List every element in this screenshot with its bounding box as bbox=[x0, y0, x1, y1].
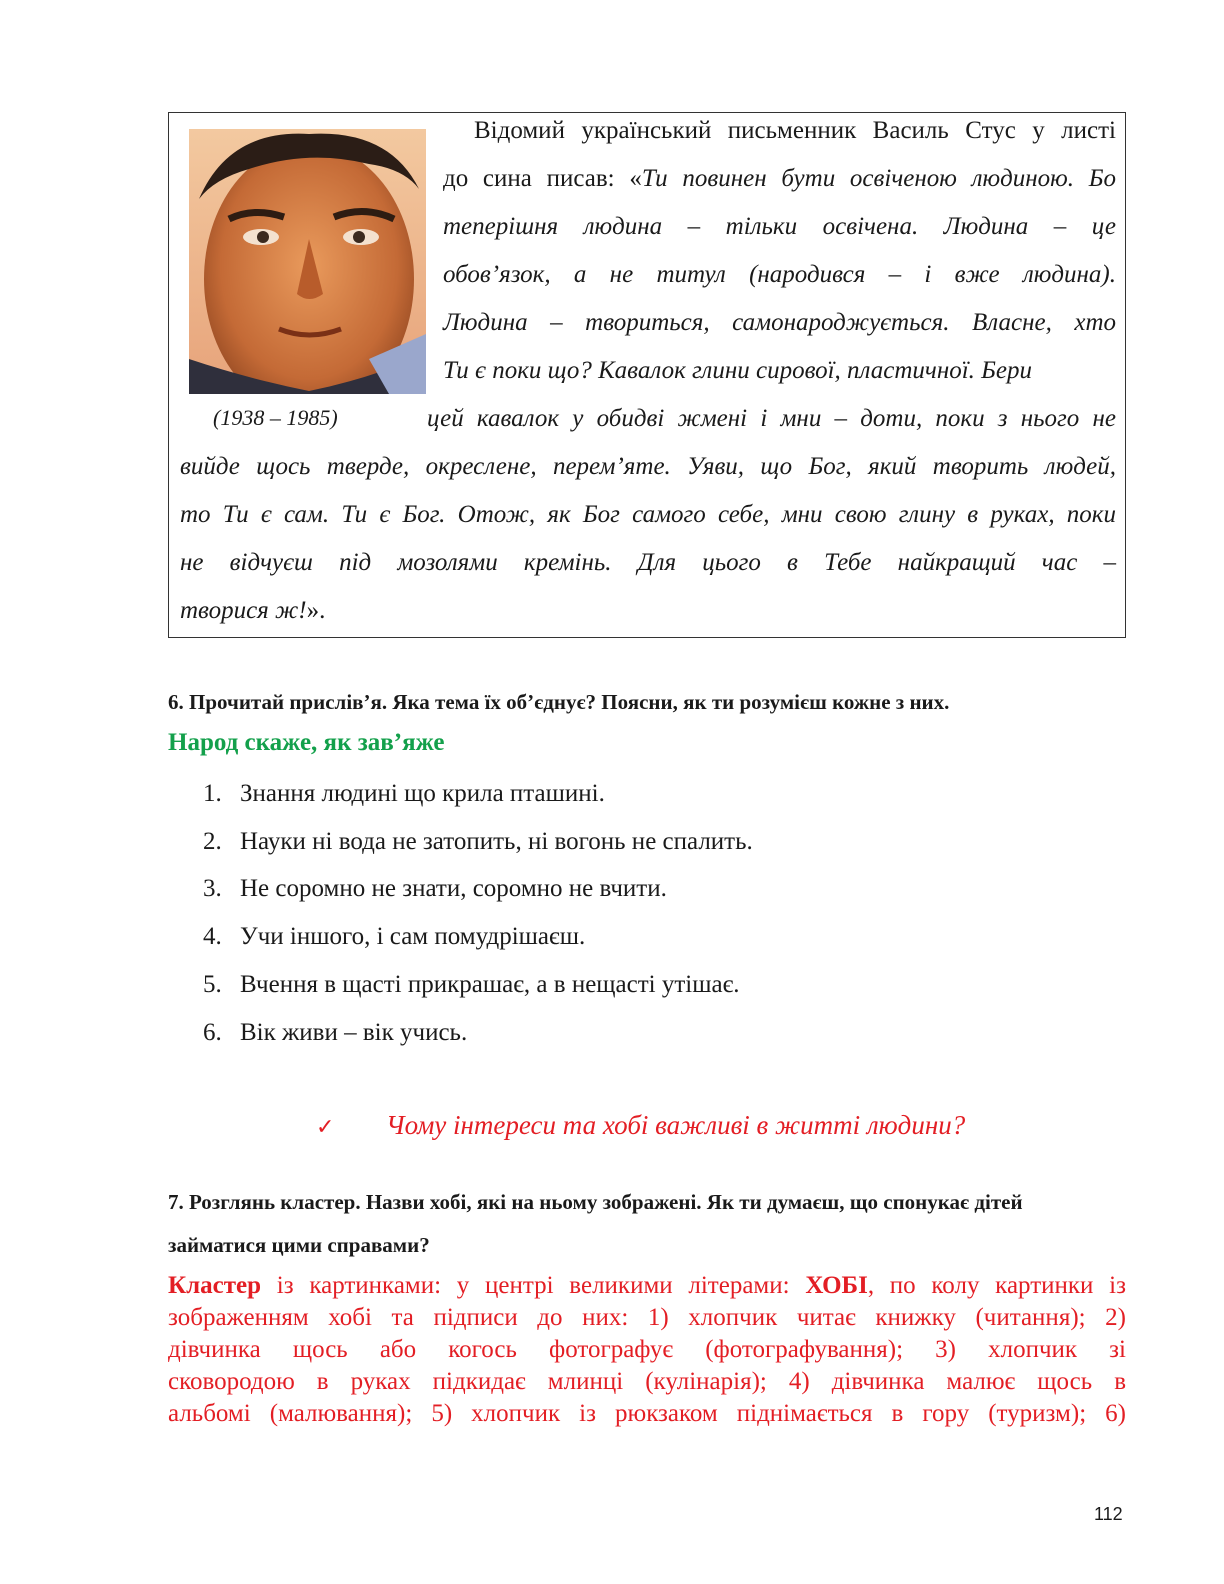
proverb-number: 5. bbox=[203, 971, 222, 998]
quote-line: не відчуєш під мозолями кремінь. Для цього в Тебе найкращий час – bbox=[180, 549, 1116, 576]
quote-box bbox=[168, 112, 1126, 638]
quote-line: обов’язок, а не титул (народився – і вже людина). bbox=[443, 261, 1116, 288]
proverb-text: Не соромно не знати, соромно не вчити. bbox=[240, 875, 667, 902]
portrait-image bbox=[189, 129, 426, 394]
proverb-item bbox=[203, 1019, 467, 1047]
task-7-instruction: 7. Розглянь кластер. Назви хобі, які на ньому зображені. Як ти думаєш, що спонукає дітей bbox=[168, 1190, 1023, 1214]
question-text: Чому інтереси та хобі важливі в житті людини? bbox=[386, 1110, 966, 1140]
cluster-line: зображенням хобі та підписи до них: 1) хлопчик читає книжку (читання); 2) bbox=[168, 1304, 1126, 1331]
proverb-number: 2. bbox=[203, 828, 222, 855]
section-heading: Народ скаже, як зав’яже bbox=[168, 729, 445, 756]
proverb-text: Учи іншого, і сам помудрішаєш. bbox=[240, 923, 586, 950]
quote-line: цей кавалок у обидві жмені і мни – доти, поки з нього не bbox=[427, 405, 1116, 432]
quote-line: то Ти є сам. Ти є Бог. Отож, як Бог самого себе, мни свою глину в руках, поки bbox=[180, 501, 1116, 528]
quote-line-italic: творися ж! bbox=[180, 597, 307, 624]
quote-line: вийде щось тверде, окреслене, перем’яте. Уяви, що Бог, який творить людей, bbox=[180, 453, 1116, 480]
cluster-line bbox=[168, 1270, 1126, 1302]
quote-line bbox=[443, 164, 1116, 194]
quote-line: теперішня людина – тільки освічена. Людина – це bbox=[443, 213, 1116, 240]
proverb-text: Знання людині що крила пташині. bbox=[240, 780, 605, 807]
page-number: 112 bbox=[1094, 1504, 1123, 1524]
task-6-instruction: 6. Прочитай прислів’я. Яка тема їх об’єднує? Поясни, як ти розумієш кожне з них. bbox=[168, 690, 950, 714]
cluster-text: , по колу картинки із bbox=[867, 1272, 1126, 1299]
cluster-line: альбомі (малювання); 5) хлопчик із рюкзаком піднімається в гору (туризм); 6) bbox=[168, 1400, 1126, 1427]
proverb-text: Вік живи – вік учись. bbox=[240, 1019, 468, 1046]
quote-line: Ти є поки що? Кавалок глини сирової, пластичної. Бери bbox=[443, 357, 1033, 384]
task-7-instruction-cont: займатися цими справами? bbox=[168, 1233, 430, 1257]
proverb-item bbox=[203, 780, 605, 808]
cluster-term: Кластер bbox=[168, 1272, 262, 1299]
vasyl-stus-portrait bbox=[189, 129, 426, 394]
quote-line-plain: ». bbox=[306, 597, 326, 624]
proverb-number: 6. bbox=[203, 1019, 222, 1046]
proverb-item bbox=[203, 828, 753, 856]
quote-line bbox=[180, 596, 325, 626]
proverb-item bbox=[203, 875, 667, 903]
proverb-number: 1. bbox=[203, 780, 222, 807]
quote-line: Людина – твориться, самонароджується. Власне, хто bbox=[443, 309, 1116, 336]
checkmark-icon: ✓ bbox=[316, 1115, 335, 1140]
portrait-caption: (1938 – 1985) bbox=[213, 405, 338, 430]
proverb-item bbox=[203, 923, 585, 951]
cluster-text: із картинками: у центрі великими літерами: bbox=[261, 1272, 806, 1299]
proverb-text: Вчення в щасті прикрашає, а в нещасті утішає. bbox=[240, 971, 740, 998]
proverb-number: 3. bbox=[203, 875, 222, 902]
proverb-item bbox=[203, 971, 740, 999]
quote-line-italic: Ти повинен бути освіченою людиною. Бо bbox=[641, 165, 1116, 192]
quote-line: Відомий український письменник Василь Стус у листі bbox=[474, 117, 1116, 144]
cluster-description bbox=[168, 1270, 1126, 1430]
cluster-line: дівчинка щось або когось фотографує (фотографування); 3) хлопчик зі bbox=[168, 1336, 1126, 1363]
proverb-text: Науки ні вода не затопить, ні вогонь не спалить. bbox=[240, 828, 753, 855]
discussion-question bbox=[316, 1110, 965, 1141]
quote-line-plain: до сина писав: « bbox=[443, 165, 642, 192]
cluster-line: сковородою в руках підкидає млинці (кулінарія); 4) дівчинка малює щось в bbox=[168, 1368, 1126, 1395]
proverb-number: 4. bbox=[203, 923, 222, 950]
hobby-term: ХОБІ bbox=[805, 1272, 868, 1299]
